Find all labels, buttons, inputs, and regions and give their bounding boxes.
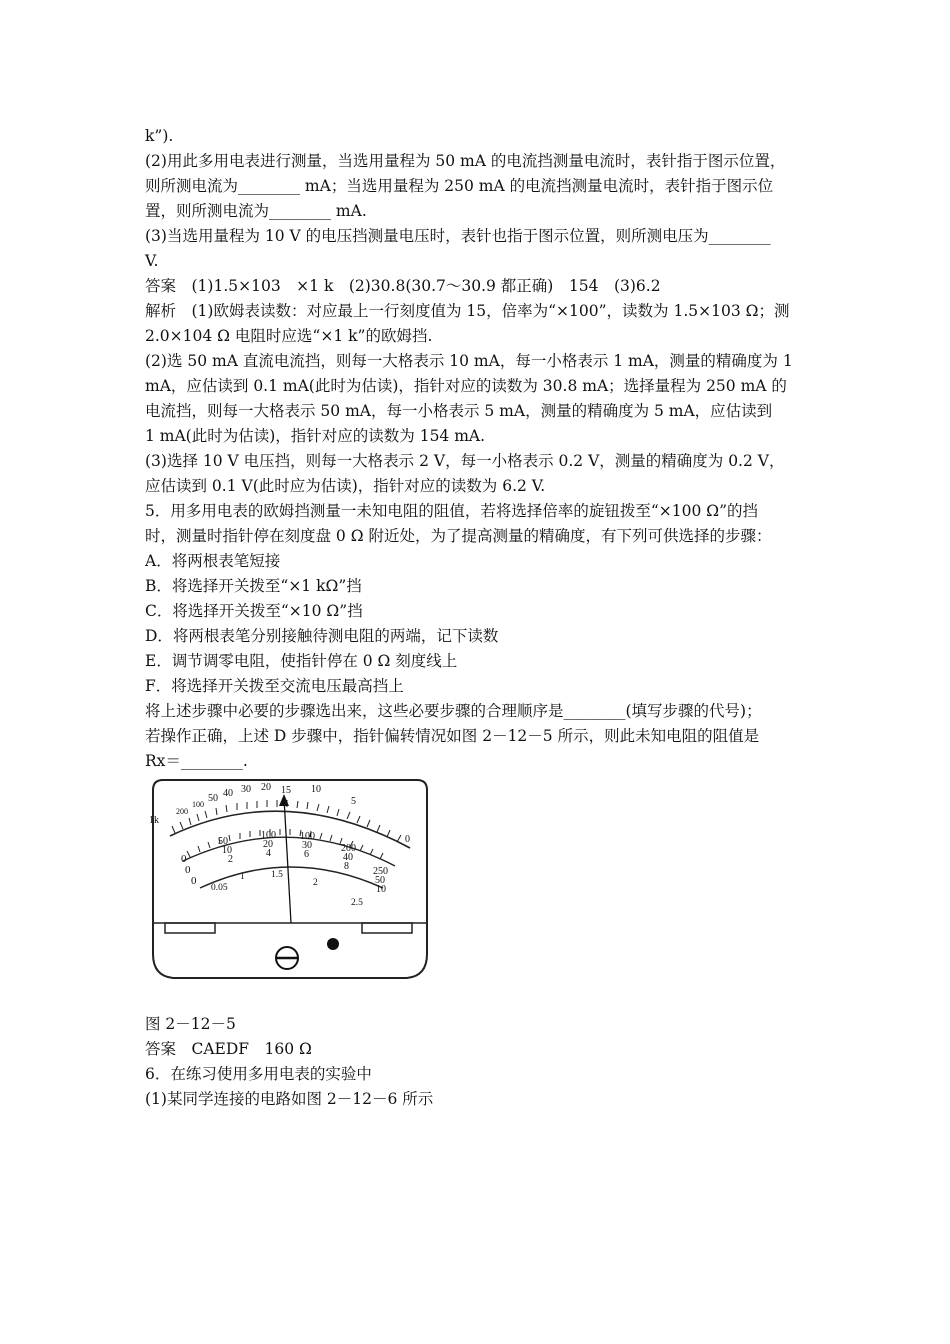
- ohm-label: 10: [311, 784, 321, 795]
- text-line: 应估读到 0.1 V(此时应为估读)，指针对应的读数为 6.2 V.: [145, 477, 546, 495]
- zero-label: 0: [181, 853, 187, 865]
- dc-label: 50: [218, 836, 228, 847]
- text-line: V.: [145, 252, 159, 270]
- meter-needle: [284, 798, 291, 923]
- ohm-label: 0: [405, 834, 410, 845]
- ac-label: 2.5: [351, 898, 363, 908]
- dc-scale-arc: [183, 837, 395, 866]
- text-line: 电流挡，则每一大格表示 50 mA，每一小格表示 5 mA，测量的精确度为 5 mA，应估读到: [145, 402, 773, 420]
- dc-label: 250: [373, 866, 388, 877]
- text-lines: [145, 124, 813, 774]
- text-line: (2)选 50 mA 直流电流挡，则每一大格表示 10 mA，每一小格表示 1 mA，测量的精确度为 1: [145, 352, 793, 370]
- dc-label: 100: [261, 830, 276, 841]
- answer-line: 答案 (1)1.5×103 ×1 k (2)30.8(30.7～30.9 都正确) 154 (3)6.2: [145, 277, 661, 295]
- question-line: 5．用多用电表的欧姆挡测量一未知电阻的阻值，若将选择倍率的旋钮拨至“×100 Ω”的挡: [145, 502, 759, 520]
- dc-label: 4: [266, 848, 271, 859]
- dc-label: 30: [302, 840, 312, 851]
- text-line: 解析 (1)欧姆表读数：对应最上一行刻度值为 15，倍率为“×100”，读数为 1.5×103 Ω；测: [145, 302, 790, 320]
- text-line: 2.0×104 Ω 电阻时应选“×1 k”的欧姆挡.: [145, 327, 433, 345]
- ohm-label: 30: [241, 784, 251, 795]
- dc-label: 200: [341, 843, 356, 854]
- dc-label: 100: [300, 831, 315, 842]
- dc-label: 50: [375, 875, 385, 886]
- zero-label: 0: [191, 875, 197, 887]
- option-c: C．将选择开关拨至“×10 Ω”挡: [145, 602, 363, 620]
- right-tab: [362, 923, 412, 933]
- dc-label: 8: [344, 861, 349, 872]
- dc-label: 40: [343, 852, 353, 863]
- text-line: (2)用此多用电表进行测量，当选用量程为 50 mA 的电流挡测量电流时，表针指于图示位置，: [145, 152, 786, 170]
- left-tab: [165, 923, 215, 933]
- dc-label: 10: [222, 845, 232, 856]
- multimeter-figure: [145, 776, 435, 1006]
- text-line: Rx＝________.: [145, 752, 248, 770]
- option-b: B．将选择开关拨至“×1 kΩ”挡: [145, 577, 362, 595]
- ohm-label: 200: [176, 807, 188, 816]
- ohm-label: 50: [208, 793, 218, 804]
- option-e: E．调节调零电阻，使指针停在 0 Ω 刻度线上: [145, 652, 458, 670]
- ac-label: 1.5: [271, 870, 283, 880]
- answer-line: 答案 CAEDF 160 Ω: [145, 1040, 312, 1058]
- multimeter-drawing: [145, 776, 435, 1006]
- ohm-label: 15: [281, 785, 291, 796]
- option-f: F．将选择开关拨至交流电压最高挡上: [145, 677, 404, 695]
- text-line: mA，应估读到 0.1 mA(此时为估读)，指针对应的读数为 30.8 mA；选择量程为 250 mA 的: [145, 377, 787, 395]
- ohm-label: 5: [351, 796, 356, 807]
- dc-label: 6: [304, 849, 309, 860]
- option-a: A．将两根表笔短接: [145, 552, 281, 570]
- text-line: (1)某同学连接的电路如图 2－12－6 所示: [145, 1090, 434, 1108]
- text-line: 1 mA(此时为估读)，指针对应的读数为 154 mA.: [145, 427, 486, 445]
- dc-label: 2: [228, 854, 233, 865]
- ohm-label: 100: [192, 800, 204, 809]
- figure-caption: 图 2－12－5: [145, 1015, 236, 1033]
- text-line: (3)选择 10 V 电压挡，则每一大格表示 2 V，每一小格表示 0.2 V，测量的精确度为 0.2 V，: [145, 452, 785, 470]
- option-d: D．将两根表笔分别接触待测电阻的两端，记下读数: [145, 627, 499, 645]
- text-line: k”).: [145, 127, 174, 145]
- zero-label: 0: [185, 864, 191, 876]
- ohm-label: 40: [223, 788, 233, 799]
- ohm-labels: [149, 782, 410, 845]
- dc-labels: [218, 830, 388, 895]
- dc-label: 10: [376, 884, 386, 895]
- text-line: (3)当选用量程为 10 V 的电压挡测量电压时，表针也指于图示位置，则所测电压为________: [145, 227, 771, 245]
- text-line: 时，测量时指针停在刻度盘 0 Ω 附近处，为了提高测量的精确度，有下列可供选择的步骤：: [145, 527, 772, 545]
- ohm-label: 20: [261, 782, 271, 793]
- ohm-label: 1k: [149, 815, 159, 826]
- text-line: 若操作正确，上述 D 步骤中，指针偏转情况如图 2－12－5 所示，则此未知电阻的阻值是: [145, 727, 760, 745]
- document-content: [145, 124, 813, 1112]
- dc-label: 20: [263, 839, 273, 850]
- ac-label: 0.05: [211, 883, 228, 893]
- ac-label: 2: [313, 878, 318, 888]
- meter-dot: [327, 938, 339, 950]
- text-line: 将上述步骤中必要的步骤选出来，这些必要步骤的合理顺序是________(填写步骤的代号)；: [145, 702, 762, 720]
- text-line: 则所测电流为________ mA；当选用量程为 250 mA 的电流挡测量电流时，表针指于图示位: [145, 177, 774, 195]
- question-line: 6．在练习使用多用电表的实验中: [145, 1065, 372, 1083]
- ac-label: 1: [240, 872, 245, 882]
- text-line: 置，则所测电流为________ mA.: [145, 202, 367, 220]
